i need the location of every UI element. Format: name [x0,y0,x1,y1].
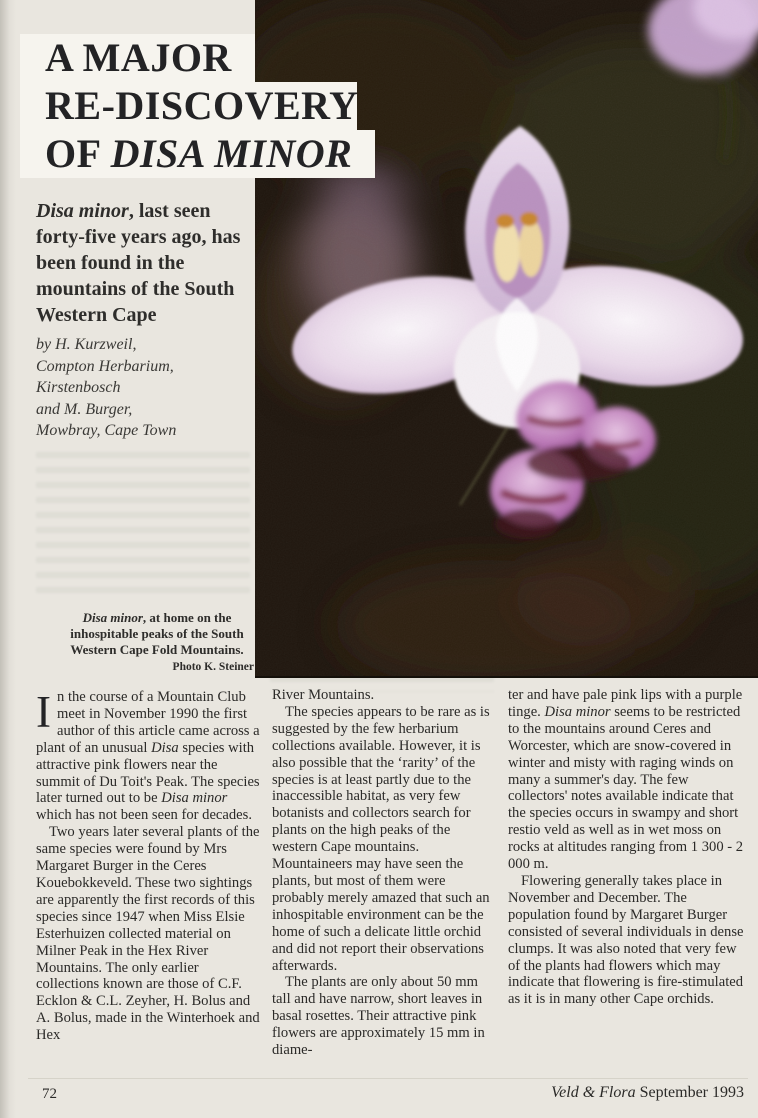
title-text: OF [45,131,111,176]
body-text: n the course of a Mountain Club meet in November 1990 the first author of this article came across a plant of an unusual [36,689,260,756]
title-text: RE-DISCOVERY [45,83,359,128]
footer-rule [28,1078,748,1079]
byline-line: by H. Kurzweil, [36,336,137,353]
paragraph: Two years later several plants of the same species were found by Mrs Margaret Burger in the Ceres Kouebokkeveld. These two sightings are apparently the first records of this species since 1947 when Miss Elsie Esterhuizen collected material on Milner Peak in the Hex River Mountains. The only earlier collections known are those of C.F. Ecklon & C.L. Zeyher, H. Bolus and A. Bolus, made in the Winterhoek and Hex [36,824,260,1044]
caption-species-italic: Disa minor [82,610,143,625]
page-number: 72 [42,1086,57,1102]
title-species-italic: DISA MINOR [110,131,353,176]
body-text: species with attractive pink flowers near the summit of Du Toit's Peak. The species later turned out to be [36,739,260,807]
paragraph: River Mountains. [272,687,375,703]
standfirst-text: , last seen forty-five years ago, has been found in the mountains of the South Western Cape [36,200,241,326]
body-column-1 [36,689,260,1044]
body-column-3 [508,687,744,1008]
bleed-through-texture [36,452,250,602]
photo-credit: Photo K. Steiner [172,661,254,673]
paragraph: The species appears to be rare as is suggested by the few herbarium collections available. However, it is also possible that the ‘rarity’ of the species is at least partly due to the inaccessible habitat, as very few botanists and collectors search for plants on the high peaks of the western Cape mountains. Mountaineers may have seen the plants, but most of them were probably merely amazed that such an inhospitable environment can be the home of such a delicate little orchid and did not report their observations afterwards. [272,703,490,974]
byline [36,334,176,442]
journal-issue: September 1993 [635,1084,744,1101]
article-title [20,34,375,178]
byline-line: and M. Burger, [36,400,133,418]
paragraph [508,687,744,873]
title-line-1 [20,34,255,82]
title-line-3 [20,130,375,178]
standfirst [36,198,252,328]
photo-caption [56,610,258,675]
paragraph: The plants are only about 50 mm tall and have narrow, short leaves in basal rosettes. Their attractive pink flowers are approximately 15 mm in diame- [272,974,485,1059]
body-text: seems to be restricted to the mountains around Ceres and Worcester, which are snow-covered in winter and misty with raging winds on many a summer's day. The few collectors' notes available indicate that the species occurs in swampy and short restio veld as well as in wet moss on rocks at altitudes ranging from 1 300 - 2 000 m. [508,703,744,873]
byline-line: Mowbray, Cape Town [36,422,177,439]
species-italic: Disa minor [161,790,228,807]
caption-text [56,610,258,658]
species-italic: Disa [151,739,179,756]
drop-cap: I [36,687,51,737]
species-italic: Disa minor [544,703,611,720]
title-line-2 [20,82,357,130]
byline-line: Kirstenbosch [36,379,121,396]
title-text: A MAJOR [45,35,232,80]
body-text: ter and have pale pink lips with a purple tinge. [508,687,743,720]
byline-line: Compton Herbarium, [36,357,174,375]
paragraph: Flowering generally takes place in November and December. The population found by Margaret Burger consisted of several individuals in dense clumps. It was also noted that very few of the plants had flowers which may indicate that flowering is fire-stimulated as it is in many other Cape orchids. [508,872,744,1008]
paragraph [36,689,260,824]
body-column-2 [272,687,498,1059]
page-edge-shadow [0,0,16,1118]
body-text: which has not been seen for decades. [36,807,252,824]
journal-footer [551,1084,744,1102]
caption-rest: , at home on the inhospitable peaks of the South Western Cape Fold Mountains. [70,610,244,657]
journal-name-italic: Veld & Flora [551,1084,636,1101]
standfirst-species-italic: Disa minor [36,200,129,222]
